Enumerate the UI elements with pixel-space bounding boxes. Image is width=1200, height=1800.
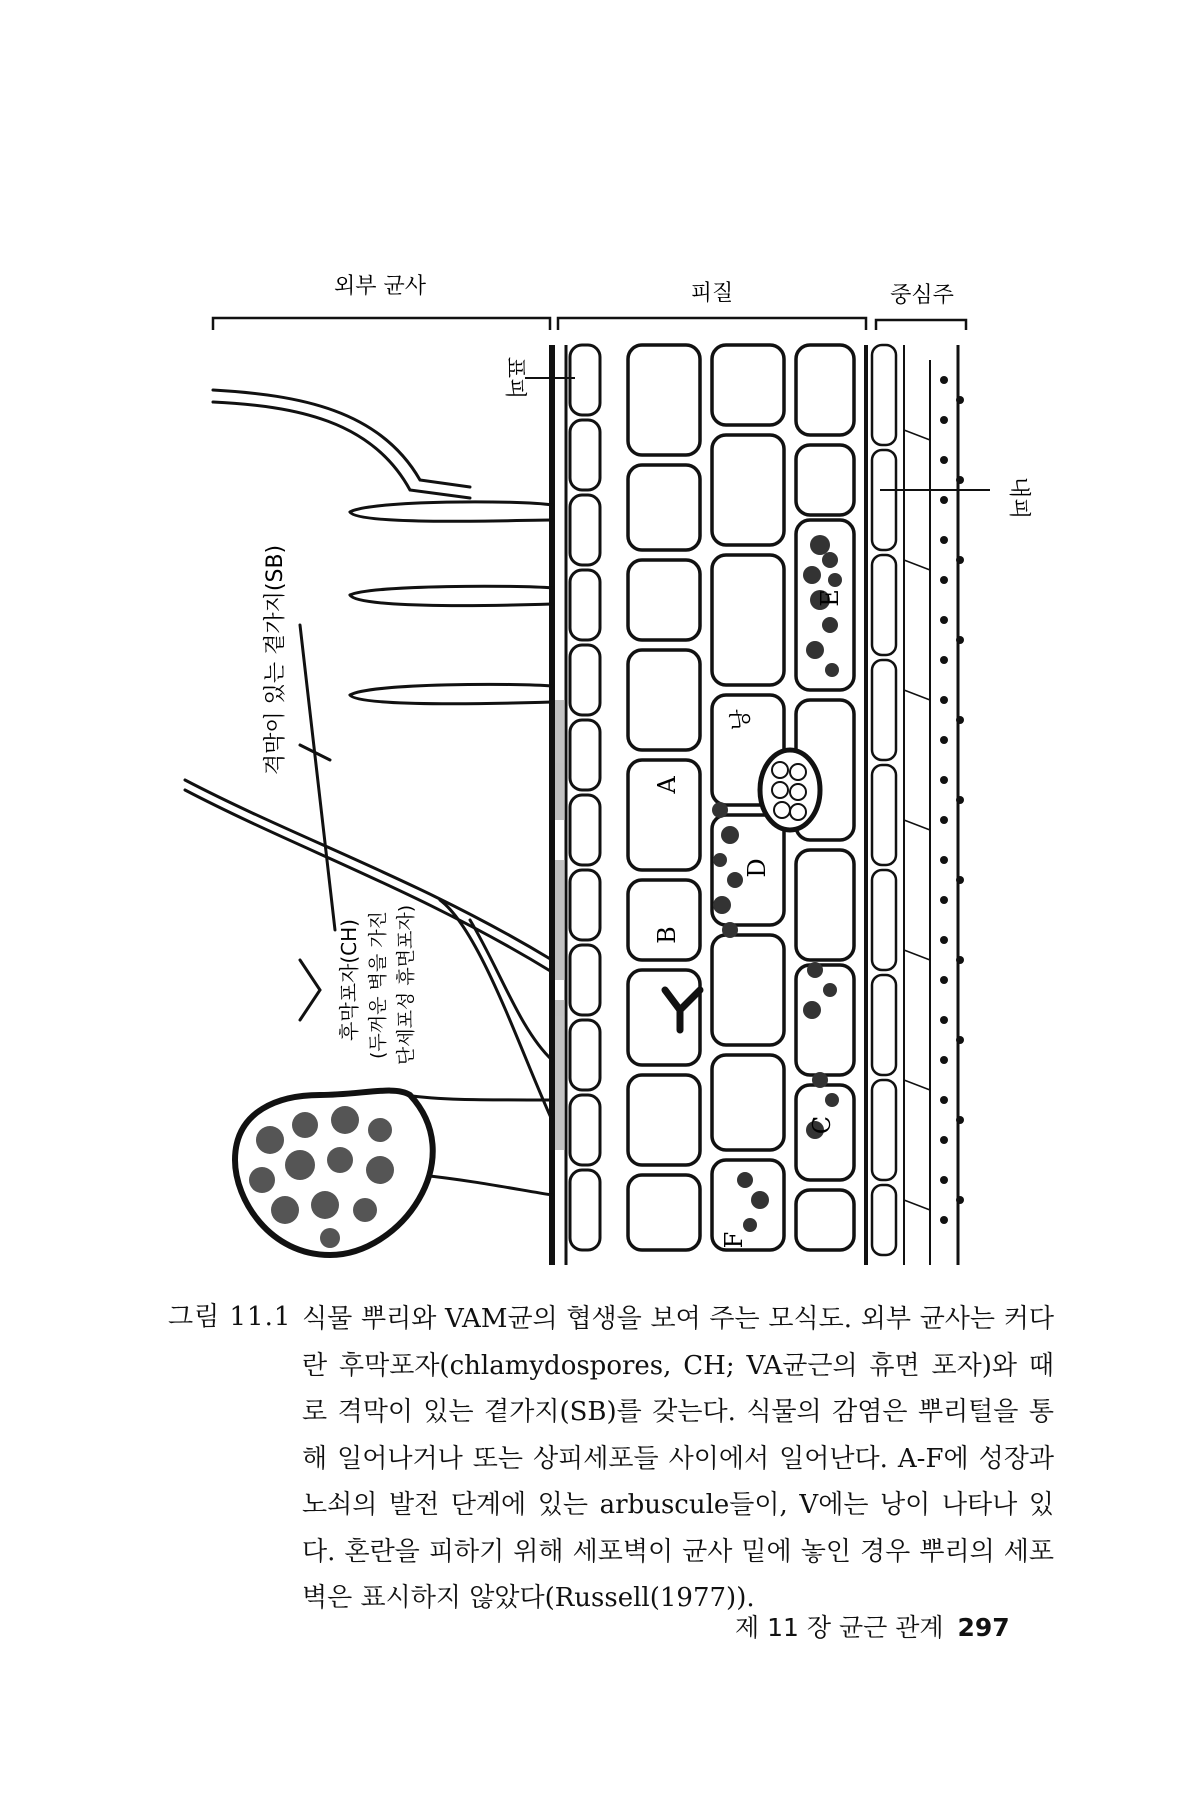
label-chlamydospore-2: (두꺼운 벽을 가진 [367, 911, 389, 1059]
page-footer [735, 1608, 1010, 1644]
label-epidermis: 표피 [502, 356, 527, 400]
external-hyphae [185, 390, 552, 1195]
figure-caption-label: 그림 11.1 [168, 1302, 292, 1332]
label-arbuscule-f: F [720, 1231, 748, 1249]
label-arbuscule-b: B [653, 926, 681, 944]
label-endodermis: 내피 [1006, 476, 1031, 520]
figure-caption-text: 식물 뿌리와 VAM균의 협생을 보여 주는 모식도. 외부 균사는 커다란 후막포자(chlamydospores, CH; VA균근의 휴면 포자)와 때로 격막이 있는 곁가지(SB)를 갖는다. 식물의 감염은 뿌리털을 통해 일어나거나 또는 상피세포들 사이에서 일어난다. A-F에 성장과 노쇠의 발전 단계에 있는 arbuscule들이, V에는 낭이 나타나 있다. 혼란을 피하기 위해 세포벽이 균사 밑에 놓인 경우 뿌리의 세포벽은 표시하지 않았다(Russell(1977)). [302, 1304, 1054, 1613]
label-stele: 중심주 [890, 283, 954, 308]
label-chlamydospore-3: 단세포성 휴면포자) [395, 904, 417, 1066]
vesicle [760, 750, 820, 830]
page-number: 297 [957, 1613, 1010, 1642]
label-arbuscule-d: D [743, 858, 771, 878]
label-vesicle: 낭 [729, 709, 754, 731]
stele-dots [940, 376, 964, 1224]
label-chlamydospore-1: 후막포자(CH) [337, 919, 361, 1041]
root-tissue [552, 345, 958, 1265]
label-outer-hyphae: 외부 균사 [333, 274, 427, 299]
section-brackets [213, 318, 966, 330]
chlamydospore [235, 1091, 433, 1255]
stipple-patches [555, 700, 565, 1150]
label-arbuscule-e: E [816, 589, 844, 607]
chapter-title: 제 11 장 균근 관계 [735, 1613, 944, 1642]
label-cortex: 피질 [690, 281, 734, 306]
label-arbuscule-c: C [808, 1115, 836, 1135]
label-septate-branches: 격막이 있는 곁가지(SB) [263, 544, 288, 776]
label-arbuscule-a: A [653, 776, 681, 794]
hypha-b [665, 990, 700, 1030]
